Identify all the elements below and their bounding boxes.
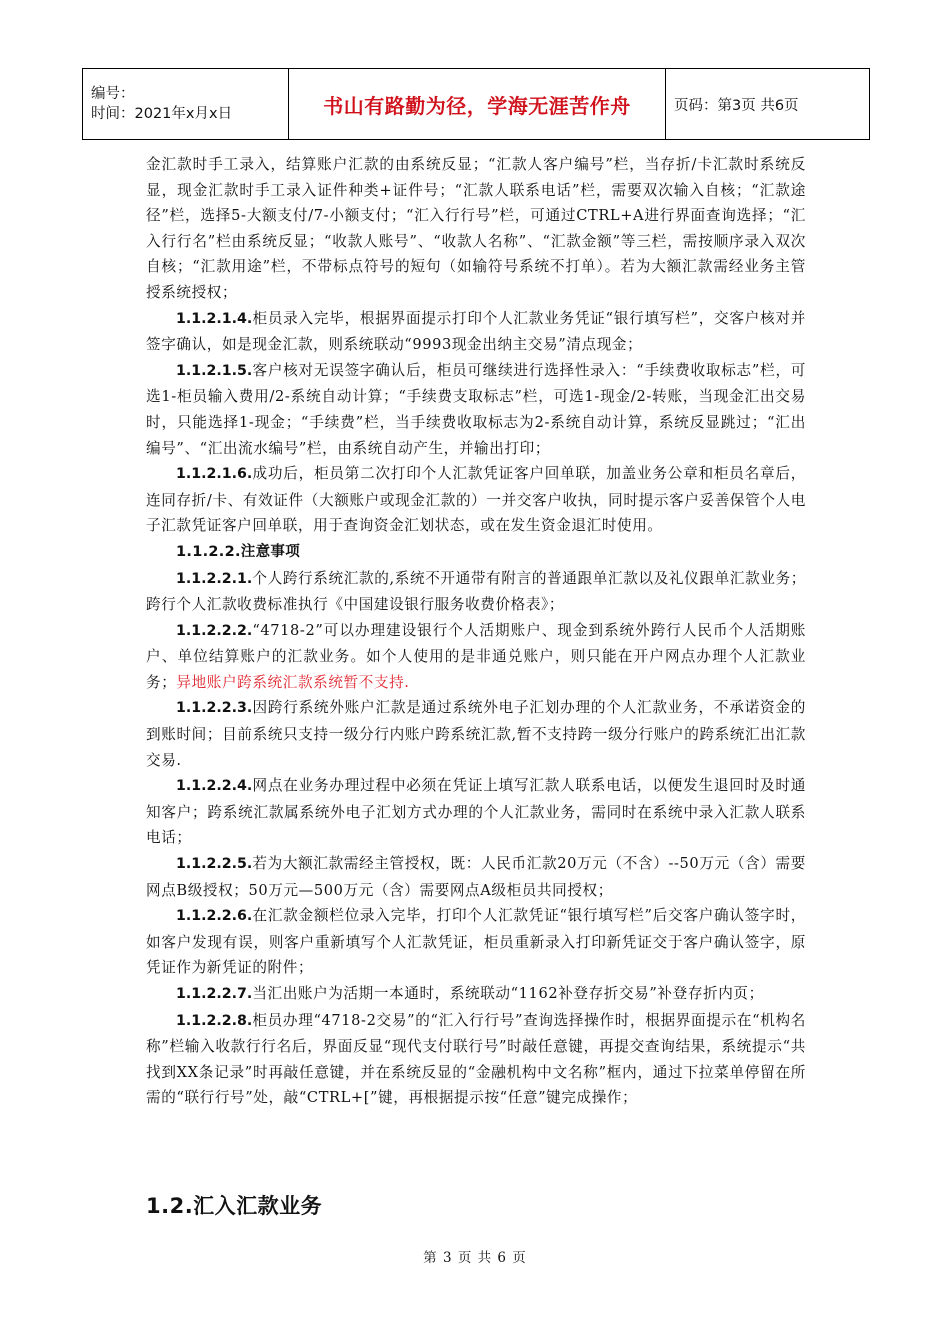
note-text: 柜员办理“4718-2交易”的“汇入行行号”查询选择操作时，根据界面提示在“机构名称”栏输入收款行行名后，界面反显“现代支付联行号”时敲任意键，再提交查询结果，系统提示“共找到XX条记录”时再敲任意键，并在系统反显的“金融机构中文名称”框内，通过下拉菜单停留在所需的“联行行号”处，敲“CTRL+[”键，再根据提示按“任意”键完成操作； [146,1011,806,1107]
clause-number: 1.1.2.2.4. [176,778,253,795]
note-text: 当汇出账户为活期一本通时，系统联动“1162补登存折交易”补登存折内页； [252,985,764,1002]
paragraph-3 [146,461,806,539]
note-6 [146,903,806,981]
note-highlight: 异地账户跨系统汇款系统暂不支持. [176,673,410,691]
paragraph-text: 柜员录入完毕，根据界面提示打印个人汇款业务凭证“银行填写栏”，交客户核对并签字确认，如是现金汇款，则系统联动“9993现金出纳主交易”清点现金； [146,309,806,354]
clause-number: 1.1.2.1.5. [176,362,253,379]
clause-number: 1.1.2.2.8. [176,1012,253,1029]
clause-number: 1.1.2.2.5. [176,856,253,873]
document-body [146,152,806,1111]
time-label: 时间：2021年x月x日 [91,106,233,122]
paragraph-text: 金汇款时手工录入，结算账户汇款的由系统反显；“汇款人客户编号”栏，当存折/卡汇款时系统反显，现金汇款时手工录入证件种类+证件号；“汇款人联系电话”栏，需要双次输入自核；“汇款途径”栏，选择5-大额支付/7-小额支付；“汇入行行号”栏，可通过CTRL+A进行界面查询选择；“汇入行行名”栏由系统反显；“收款人账号”、“收款人名称”、“汇款金额”等三栏，需按顺序录入双次自核；“汇款用途”栏，不带标点符号的短句（如输符号系统不打单）。若为大额汇款需经业务主管授系统授权； [146,156,806,301]
note-8 [146,1008,806,1111]
note-text: 若为大额汇款需经主管授权，既：人民币汇款20万元（不含）--50万元（含）需要网点B级授权；50万元—500万元（含）需要网点A级柜员共同授权； [146,855,806,899]
note-5 [146,851,806,903]
note-text: 因跨行系统外账户汇款是通过系统外电子汇划办理的个人汇款业务，不承诺资金的到账时间；目前系统只支持一级分行内账户跨系统汇款,暂不支持跨一级分行账户的跨系统汇出汇款交易. [146,699,806,769]
page-header [82,68,870,140]
clause-number: 1.1.2.2.3. [176,700,253,717]
note-1 [146,566,806,618]
paragraph-2 [146,358,806,461]
paragraph-text: 客户核对无误签字确认后，柜员可继续进行选择性录入：“手续费收取标志”栏，可选1-柜员输入费用/2-系统自动计算；“手续费支取标志”栏，可选1-现金/2-转账，当现金汇出交易时，只能选择1-现金；“手续费”栏，当手续费收取标志为2-系统自动计算，系统反显跳过；“汇出编号”、“汇出流水编号”栏，由系统自动产生，并输出打印； [146,361,806,457]
header-meta [83,69,289,140]
header-page-label: 页码：第3页 共6页 [666,69,870,140]
header-motto: 书山有路勤为径，学海无涯苦作舟 [289,69,666,140]
note-4 [146,773,806,851]
note-text: 个人跨行系统汇款的,系统不开通带有附言的普通跟单汇款以及礼仪跟单汇款业务；跨行个人汇款收费标准执行《中国建设银行服务收费价格表》； [146,569,806,614]
paragraph-0 [146,152,806,306]
paragraph-text: 成功后，柜员第二次打印个人汇款凭证客户回单联，加盖业务公章和柜员名章后，连同存折/卡、有效证件（大额账户或现金汇款的）一并交客户收执，同时提示客户妥善保管个人电子汇款凭证客户回单联，用于查询资金汇划状态，或在发生资金退汇时使用。 [146,465,806,535]
section-title: 1.2.汇入汇款业务 [146,1194,323,1218]
clause-number: 1.1.2.2.7. [176,986,253,1002]
note-text: “4718-2”可以办理建设银行个人活期账户、现金到系统外跨行人民币个人活期账户、单位结算账户的汇款业务。如个人使用的是非通兑账户，则只能在开户网点办理个人汇款业务； [146,621,806,691]
subheading-text: 1.1.2.2.注意事项 [176,543,300,560]
note-2 [146,618,806,696]
clause-number: 1.1.2.2.6. [176,908,253,925]
notes-subheading [146,539,806,566]
note-3 [146,695,806,773]
clause-number: 1.1.2.2.2. [176,622,253,639]
serial-label: 编号： [91,86,135,102]
note-text: 在汇款金额栏位录入完毕，打印个人汇款凭证“银行填写栏”后交客户确认签字时，如客户发现有误，则客户重新填写个人汇款凭证，柜员重新录入打印新凭证交于客户确认签字，原凭证作为新凭证的附件； [146,907,806,977]
note-7 [146,981,806,1008]
clause-number: 1.1.2.1.6. [176,466,253,483]
page-footer: 第 3 页 共 6 页 [423,1250,527,1266]
clause-number: 1.1.2.2.1. [176,570,253,587]
paragraph-1 [146,306,806,358]
clause-number: 1.1.2.1.4. [176,310,253,327]
note-text: 网点在业务办理过程中必须在凭证上填写汇款人联系电话，以便发生退回时及时通知客户；跨系统汇款属系统外电子汇划方式办理的个人汇款业务，需同时在系统中录入汇款人联系电话； [146,777,806,847]
